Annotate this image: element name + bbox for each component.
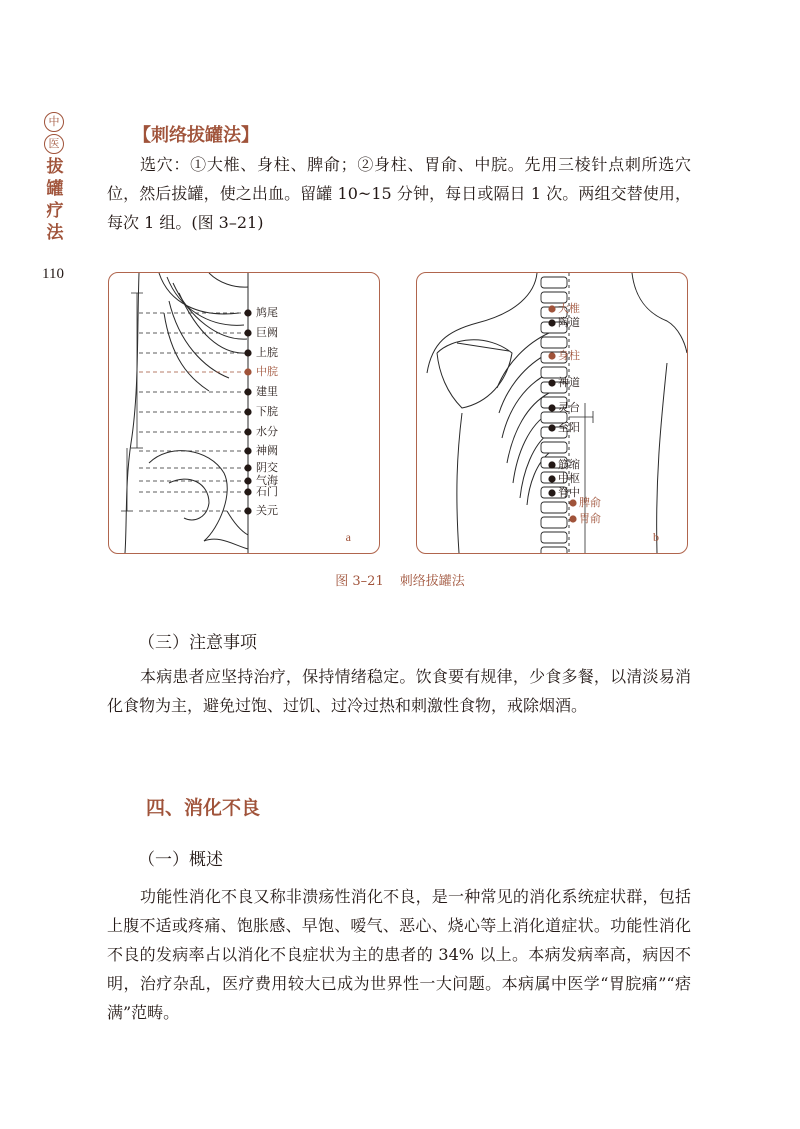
sidebar-char: 拔 — [46, 157, 64, 177]
sidebar-char: 法 — [46, 223, 64, 243]
vertebra — [541, 442, 567, 453]
vertebra — [541, 337, 567, 348]
acupoint-label: 气海 — [256, 474, 278, 487]
acupoint-label: 水分 — [256, 425, 278, 438]
acupoint-marker — [244, 488, 251, 495]
acupoint-label: 至阳 — [558, 421, 580, 434]
notes-heading: （三）注意事项 — [138, 633, 257, 653]
sidebar-circled-char: 医 — [44, 134, 64, 154]
acupoint-marker — [244, 349, 251, 356]
vertebra — [541, 547, 567, 553]
acupoint-label: 中脘 — [256, 365, 278, 378]
acupoint-marker — [244, 329, 251, 336]
acupoint-label: 关元 — [256, 504, 278, 517]
acupoint-marker — [244, 408, 251, 415]
acupoint-label: 脾俞 — [579, 496, 601, 509]
acupoint-marker — [548, 305, 555, 312]
figure-caption-title: 刺络拔罐法 — [399, 574, 465, 589]
vertebra — [541, 532, 567, 543]
overview-heading: （一）概述 — [138, 850, 223, 870]
acupoint-label: 陶道 — [558, 316, 580, 329]
acupoint-label: 上脘 — [256, 346, 278, 359]
section-heading: 四、消化不良 — [146, 797, 261, 819]
figure-caption — [0, 570, 800, 589]
acupoint-marker — [244, 428, 251, 435]
method-title: 【刺络拔罐法】 — [133, 125, 259, 146]
acupoint-marker — [548, 424, 555, 431]
acupoint-marker — [548, 461, 555, 468]
acupoint-label: 石门 — [256, 485, 278, 498]
notes-paragraph: 本病患者应坚持治疗，保持情绪稳定。饮食要有规律，少食多餐，以清淡易消化食物为主，避免过饱、过饥、过冷过热和刺激性食物，戒除烟酒。 — [107, 667, 691, 715]
overview-paragraph: 功能性消化不良又称非溃疡性消化不良，是一种常见的消化系统症状群，包括上腹不适或疼痛、饱胀感、早饱、嗳气、恶心、烧心等上消化道症状。功能性消化不良的发病率占以消化不良症状为主的患者的 34% 以上。本病发病率高，病因不明，治疗杂乱，医疗费用较大已成为世界性一大问题。本病属中医学“胃脘痛”“痞满”范畴。 — [107, 887, 691, 1022]
method-paragraph: 选穴：①大椎、身柱、脾俞；②身柱、胃俞、中脘。先用三棱针点刺所选穴位，然后拔罐，使之出血。留罐 10~15 分钟，每日或隔日 1 次。两组交替使用，每次 1 组。(图 3–21) — [107, 155, 691, 232]
acupoint-label: 大椎 — [558, 302, 580, 315]
sidebar-title — [44, 112, 66, 244]
back-spine-illustration — [417, 273, 687, 553]
page-number: 110 — [42, 266, 64, 282]
acupoint-label: 神道 — [558, 376, 580, 389]
vertebra — [541, 502, 567, 513]
figure-panel-b — [416, 272, 688, 554]
panel-label-b: b — [653, 530, 659, 544]
acupoint-marker — [548, 379, 555, 386]
acupoint-marker — [548, 489, 555, 496]
sidebar-char: 罐 — [46, 179, 64, 199]
acupoint-marker — [569, 499, 576, 506]
acupoint-marker — [548, 352, 555, 359]
acupoint-label: 筋缩 — [558, 458, 580, 471]
acupoint-label: 神阙 — [256, 444, 278, 457]
acupoint-label: 下脘 — [256, 405, 278, 418]
acupoint-label: 脊中 — [558, 486, 580, 499]
acupoint-marker — [244, 447, 251, 454]
acupoint-label: 身柱 — [558, 349, 580, 362]
acupoint-marker — [548, 475, 555, 482]
figure-caption-number: 图 3–21 — [335, 574, 384, 589]
sidebar-char: 疗 — [46, 201, 64, 221]
acupoint-marker — [244, 464, 251, 471]
acupoint-marker — [548, 404, 555, 411]
sidebar-circled-char: 中 — [44, 112, 64, 132]
acupoint-label: 中枢 — [558, 472, 580, 485]
acupoint-label: 胃俞 — [579, 512, 601, 525]
acupoint-label: 建里 — [256, 385, 278, 398]
panel-label-a: a — [345, 530, 351, 544]
vertebra — [541, 517, 567, 528]
vertebra — [541, 277, 567, 288]
figure-panel-a — [108, 272, 380, 554]
acupoint-label: 阴交 — [256, 461, 278, 474]
acupoint-marker — [244, 507, 251, 514]
acupoint-marker — [244, 368, 251, 375]
acupoint-marker — [548, 319, 555, 326]
acupoint-label: 灵台 — [558, 401, 580, 414]
acupoint-marker — [569, 515, 576, 522]
acupoint-marker — [244, 477, 251, 484]
front-torso-illustration — [109, 273, 379, 553]
acupoint-label: 鸠尾 — [256, 306, 278, 319]
acupoint-label: 巨阙 — [256, 326, 278, 339]
acupoint-marker — [244, 309, 251, 316]
acupoint-marker — [244, 388, 251, 395]
